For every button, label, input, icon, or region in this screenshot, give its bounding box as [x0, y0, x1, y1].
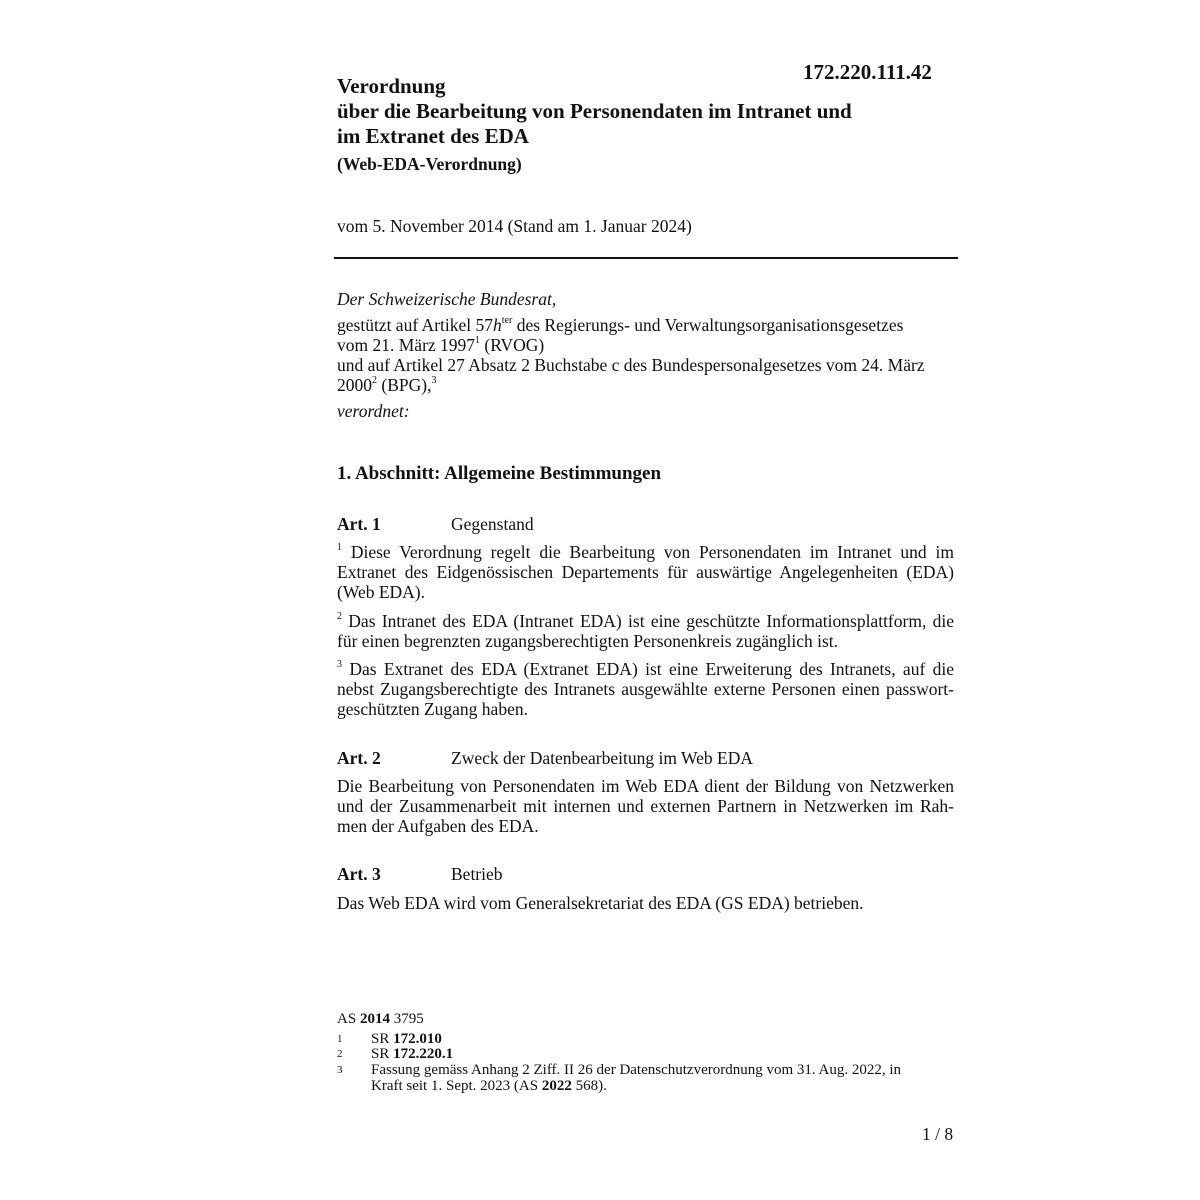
footnote-text-part: 568).: [571, 1078, 607, 1094]
preamble-authority: Der Schweizerische Bundesrat,: [337, 289, 557, 309]
paragraph-line: für einen begrenzten zugangsberechtigten Personenkreis zugänglich ist.: [337, 631, 838, 651]
preamble-line: und auf Artikel 27 Absatz 2 Buchstabe c des Bundespersonalgesetzes vom 24. März: [337, 355, 925, 375]
title-line: im Extranet des EDA: [337, 124, 529, 148]
footnote-ref[interactable]: 3: [431, 375, 437, 386]
footnote-prefix: SR: [371, 1031, 394, 1047]
footnote-sr: 172.010: [393, 1031, 442, 1047]
paragraph-number: 3: [337, 659, 342, 670]
as-year: 2014: [359, 1011, 390, 1027]
paragraph-text: Diese Verordnung regelt die Bearbeitung von Personendaten im Intranet und im: [342, 542, 954, 562]
paragraph-text: Das Intranet des EDA (Intranet EDA) ist eine geschützte Informationsplattform, die: [342, 611, 954, 631]
footnote-number: 2: [337, 1048, 343, 1060]
as-page: 3795: [389, 1011, 424, 1027]
paragraph-text: Das Extranet des EDA (Extranet EDA) ist eine Erweiterung des Intranets, auf die: [342, 659, 954, 679]
article-paragraph: [337, 611, 954, 651]
footnote-text-part: Kraft seit 1. Sept. 2023 (AS: [371, 1078, 542, 1094]
paragraph-number: 2: [337, 611, 342, 622]
sr-number: 172.220.111.42: [803, 60, 932, 84]
footnote-as-year: 2022: [541, 1078, 572, 1094]
paragraph-line: und der Zusammenarbeit mit internen und externen Partnern in Netzwerken im Rah-: [337, 796, 954, 816]
short-title: (Web-EDA-Verordnung): [337, 154, 522, 174]
paragraph-line: nebst Zugangsberechtigte des Intranets ausgewählte externe Personen einen passwort-: [337, 679, 954, 699]
article-paragraph: [337, 776, 954, 836]
preamble-text: 2000: [337, 375, 372, 395]
article-number: Art. 1: [337, 514, 381, 534]
preamble-text: (RVOG): [480, 335, 545, 355]
article-text: Das Web EDA wird vom Generalsekretariat des EDA (GS EDA) betrieben.: [337, 893, 864, 913]
footnote-ref[interactable]: 1: [475, 335, 481, 346]
paragraph-line: geschützten Zugang haben.: [337, 699, 528, 719]
superscript: ter: [501, 315, 513, 326]
paragraph-line: [337, 542, 954, 562]
footnote-text: [371, 1047, 453, 1062]
footnote-number: 3: [337, 1064, 343, 1076]
article-number: Art. 2: [337, 748, 381, 768]
section-heading: 1. Abschnitt: Allgemeine Bestimmungen: [337, 463, 662, 484]
footnote-text: [371, 1079, 607, 1094]
title-line: über die Bearbeitung von Personendaten im Intranet und: [337, 99, 852, 123]
paragraph-number: 1: [337, 542, 342, 553]
preamble-text: gestützt auf Artikel 57: [337, 315, 494, 335]
page-number: 1 / 8: [922, 1124, 954, 1144]
preamble-text: (BPG),: [377, 375, 432, 395]
header-divider: [334, 257, 958, 259]
footnote-number: 1: [337, 1033, 343, 1045]
as-reference: [337, 1012, 424, 1027]
date-line: vom 5. November 2014 (Stand am 1. Januar 2024): [337, 216, 692, 236]
document-title: [337, 74, 957, 149]
preamble-line: [337, 335, 544, 355]
paragraph-line: [337, 611, 954, 631]
paragraph-line: men der Aufgaben des EDA.: [337, 816, 539, 836]
paragraph-line: [337, 659, 954, 679]
article-paragraph: [337, 542, 954, 602]
article-number: Art. 3: [337, 864, 381, 884]
preamble-line: [337, 315, 903, 335]
paragraph-line: (Web EDA).: [337, 582, 426, 602]
as-prefix: AS: [337, 1011, 360, 1027]
article-title: Betrieb: [451, 864, 503, 884]
footnote-text: [371, 1032, 442, 1047]
article-paragraph: [337, 659, 954, 719]
footnote-ref[interactable]: 2: [372, 375, 377, 386]
footnote-sr: 172.220.1: [393, 1046, 454, 1062]
preamble-verordnet: verordnet:: [337, 401, 410, 421]
article-title: Zweck der Datenbearbeitung im Web EDA: [451, 748, 753, 768]
article-title: Gegenstand: [451, 514, 534, 534]
preamble-text: vom 21. März 1997: [337, 335, 476, 355]
title-line: Verordnung: [337, 74, 446, 98]
paragraph-line: Die Bearbeitung von Personendaten im Web EDA dient der Bildung von Netzwerken: [337, 776, 954, 796]
footnote-prefix: SR: [371, 1046, 394, 1062]
preamble-text: h: [493, 315, 502, 335]
preamble-text: des Regierungs- und Verwaltungsorganisationsgesetzes: [512, 315, 904, 335]
paragraph-line: Extranet des Eidgenössischen Departements für auswärtige Angelegenheiten (EDA): [337, 562, 954, 582]
preamble-line: [337, 375, 436, 395]
footnote-text: Fassung gemäss Anhang 2 Ziff. II 26 der Datenschutzverordnung vom 31. Aug. 2022, in: [371, 1062, 902, 1078]
